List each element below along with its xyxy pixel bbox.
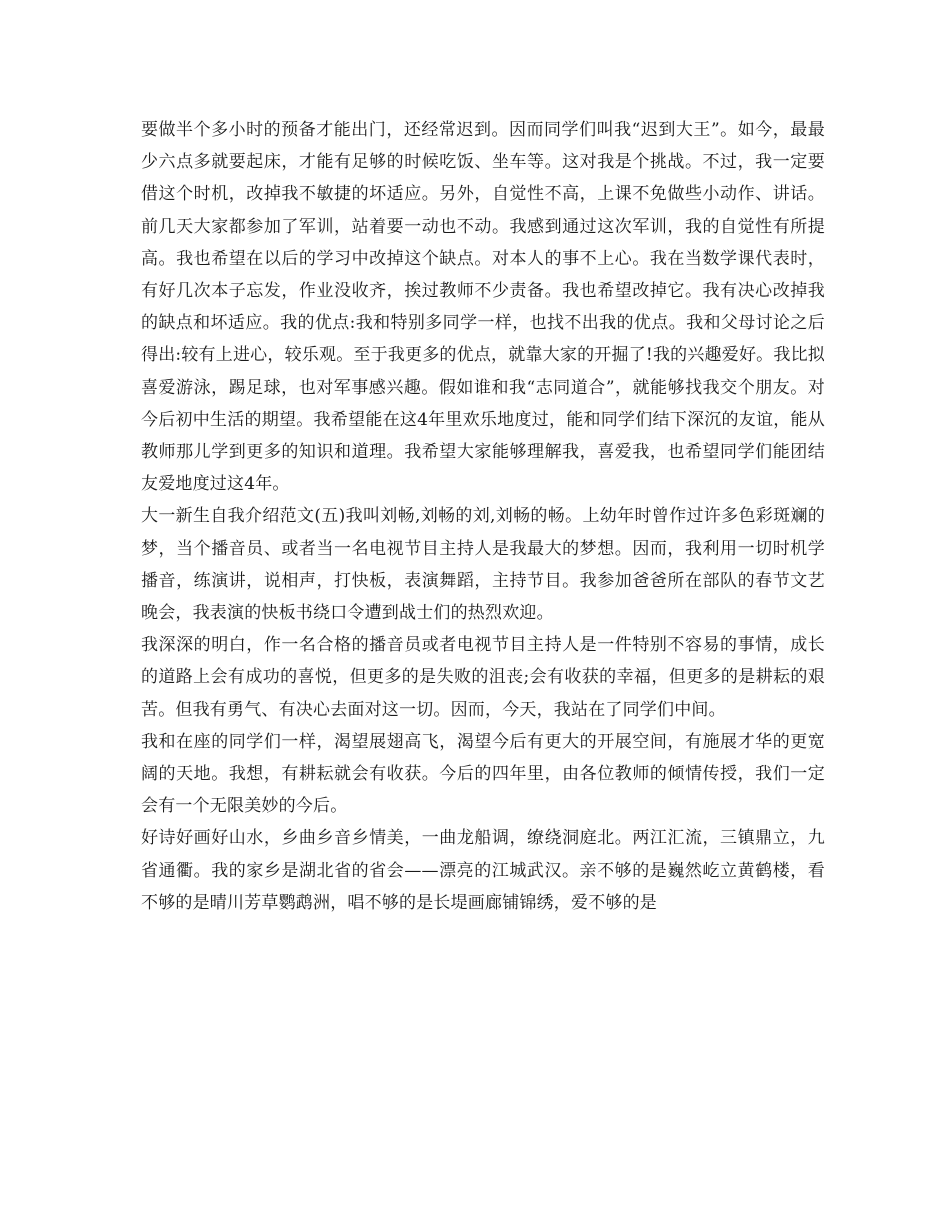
paragraph-5: 好诗好画好山水，乡曲乡音乡情美，一曲龙船调，缭绕洞庭北。两江汇流，三镇鼎立，九省通衢。我的家乡是湖北省的省会——漂亮的江城武汉。亲不够的是巍然屹立黄鹤楼，看不够的是晴川芳草鹦鹉洲，唱不够的是长堤画廊铺锦绣，爱不够的是 <box>141 828 825 913</box>
document-body <box>141 114 825 919</box>
paragraph-1: 要做半个多小时的预备才能出门，还经常迟到。因而同学们叫我“迟到大王”。如今，最最少六点多就要起床，才能有足够的时候吃饭、坐车等。这对我是个挑战。不过，我一定要借这个时机，改掉我不敏捷的坏适应。另外，自觉性不高，上课不免做些小动作、讲话。前几天大家都参加了军训，站着要一动也不动。我感到通过这次军训，我的自觉性有所提高。我也希望在以后的学习中改掉这个缺点。对本人的事不上心。我在当数学课代表时，有好几次本子忘发，作业没收齐，挨过教师不少责备。我也希望改掉它。我有决心改掉我的缺点和坏适应。我的优点:我和特别多同学一样，也找不出我的优点。我和父母讨论之后得出:较有上进心，较乐观。至于我更多的优点，就靠大家的开掘了!我的兴趣爱好。我比拟喜爱游泳，踢足球，也对军事感兴趣。假如谁和我“志同道合”，就能够找我交个朋友。对今后初中生活的期望。我希望能在这4年里欢乐地度过，能和同学们结下深沉的友谊，能从教师那儿学到更多的知识和道理。我希望大家能够理解我，喜爱我，也希望同学们能团结友爱地度过这4年。 <box>141 120 825 495</box>
paragraph-3: 我深深的明白，作一名合格的播音员或者电视节目主持人是一件特别不容易的事情，成长的道路上会有成功的喜悦，但更多的是失败的沮丧;会有收获的幸福，但更多的是耕耘的艰苦。但我有勇气、有决心去面对这一切。因而，今天，我站在了同学们中间。 <box>141 635 825 720</box>
paragraph-4: 我和在座的同学们一样，渴望展翅高飞，渴望今后有更大的开展空间，有施展才华的更宽阔的天地。我想，有耕耘就会有收获。今后的四年里，由各位教师的倾情传授，我们一定会有一个无限美妙的今后。 <box>141 731 825 817</box>
paragraph-2: 大一新生自我介绍范文(五)我叫刘畅,刘畅的刘,刘畅的畅。上幼年时曾作过许多色彩斑斓的梦，当个播音员、或者当一名电视节目主持人是我最大的梦想。因而，我利用一切时机学播音，练演讲，说相声，打快板，表演舞蹈，主持节目。我参加爸爸所在部队的春节文艺晚会，我表演的快板书绕口令遭到战士们的热烈欢迎。 <box>141 506 825 624</box>
